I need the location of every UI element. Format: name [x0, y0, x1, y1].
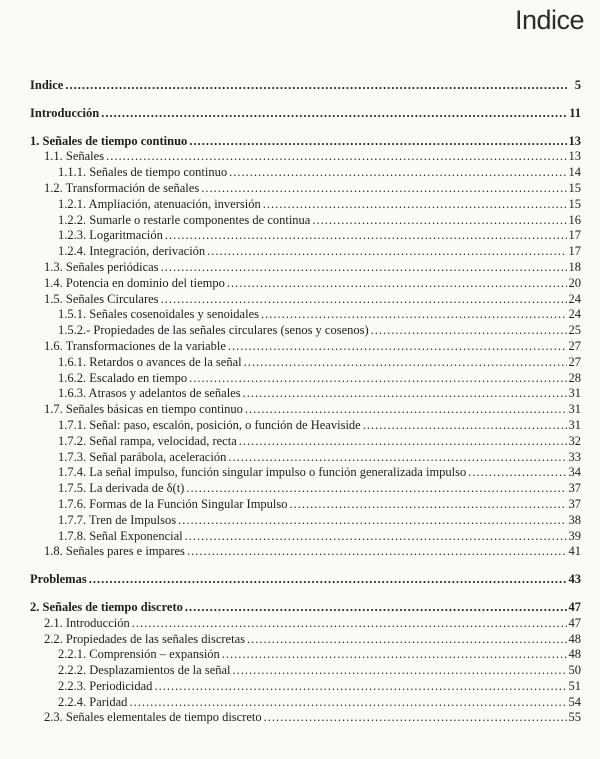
toc-entry-page: 34 — [568, 465, 581, 480]
toc-dot-leader — [371, 323, 567, 339]
toc-entry-label: 1.7.3. Señal parábola, aceleración — [58, 449, 227, 464]
toc-entry — [30, 307, 581, 323]
toc-dot-leader — [243, 386, 567, 402]
toc-entry-page: 48 — [568, 631, 581, 646]
toc-entry-label: 1. Señales de tiempo continuo — [30, 133, 188, 148]
toc-entry-page: 15 — [568, 196, 581, 211]
toc-entry-page: 48 — [568, 647, 581, 662]
toc-entry-label: 1.5. Señales Circulares — [44, 291, 159, 306]
toc-entry-page: 17 — [568, 244, 581, 259]
toc-entry-label: 2.2.1. Comprensión – expansión — [58, 647, 220, 662]
toc-entry-page: 14 — [568, 165, 581, 180]
toc-entry — [30, 371, 581, 387]
toc-entry-label: 1.7.7. Tren de Impulsos — [58, 512, 177, 527]
toc-entry — [30, 695, 581, 711]
toc-entry-page: 31 — [568, 417, 581, 432]
toc-entry — [30, 450, 581, 466]
toc-entry-label: 2.2.2. Desplazamientos de la señal — [58, 663, 231, 678]
toc-entry-label: 1.7.1. Señal: paso, escalón, posición, o función de Heaviside — [58, 417, 361, 432]
toc-entry-page: 18 — [568, 259, 581, 274]
toc-entry-page: 13 — [568, 149, 581, 164]
toc-entry-page: 31 — [568, 402, 581, 417]
toc-entry-label: 1.1.1. Señales de tiempo continuo — [58, 165, 228, 180]
toc-dot-leader — [290, 497, 568, 513]
toc-entry-page: 5 — [574, 78, 581, 92]
toc-dot-leader — [228, 339, 567, 355]
toc-dot-leader — [154, 679, 567, 695]
toc-entry — [30, 434, 581, 450]
toc-entry — [30, 149, 581, 165]
toc-dot-leader — [161, 260, 567, 276]
toc-entry-page: 37 — [568, 481, 581, 496]
toc-entry-label: Indice — [30, 78, 64, 92]
toc-entry-page: 17 — [568, 228, 581, 243]
toc-entry-label: 2.1. Introducción — [44, 615, 130, 630]
toc-entry — [30, 244, 581, 260]
toc-entry-label: Introducción — [30, 105, 100, 120]
toc-dot-leader — [129, 695, 567, 711]
toc-entry-label: 1.2.1. Ampliación, atenuación, inversión — [58, 196, 261, 211]
toc-entry-page: 38 — [568, 512, 581, 527]
toc-dot-leader — [185, 529, 567, 545]
toc-entry-label: Problemas — [30, 572, 87, 587]
toc-entry — [30, 106, 581, 122]
toc-entry-label: 1.3. Señales periódicas — [44, 259, 159, 274]
toc-entry — [30, 165, 581, 181]
toc-dot-leader — [185, 600, 567, 616]
toc-entry-page: 55 — [568, 710, 581, 725]
toc-entry-page: 11 — [569, 105, 581, 120]
toc-entry-page: 27 — [568, 354, 581, 369]
toc-entry — [30, 181, 581, 197]
toc-dot-leader — [227, 276, 567, 292]
toc-entry-label: 1.6.1. Retardos o avances de la señal — [58, 354, 242, 369]
toc-entry — [30, 497, 581, 513]
toc-dot-leader — [233, 663, 567, 679]
toc-dot-leader — [106, 149, 567, 165]
toc-entry-label: 2.2. Propiedades de las señales discretas — [44, 631, 245, 646]
toc-entry-page: 20 — [568, 275, 581, 290]
toc-entry-label: 1.6.2. Escalado en tiempo — [58, 370, 188, 385]
toc-entry — [30, 529, 581, 545]
toc-entry-label: 2.2.3. Periodicidad — [58, 678, 153, 693]
toc-entry — [30, 513, 581, 529]
toc-entry-page: 25 — [568, 323, 581, 338]
toc-entry — [30, 292, 581, 308]
toc-entry-label: 1.2.2. Sumarle o restarle componentes de continua — [58, 212, 311, 227]
toc-dot-leader — [229, 165, 567, 181]
toc-entry — [30, 600, 581, 616]
toc-dot-leader — [247, 632, 567, 648]
page-title: Indice — [514, 5, 584, 35]
toc-dot-leader — [165, 228, 567, 244]
toc-dot-leader — [101, 106, 567, 122]
toc-list — [30, 78, 581, 726]
toc-entry-label: 1.2.4. Integración, derivación — [58, 244, 206, 259]
toc-dot-leader — [222, 647, 567, 663]
toc-dot-leader — [263, 197, 567, 213]
toc-entry-page: 39 — [568, 528, 581, 543]
toc-entry — [30, 465, 581, 481]
toc-dot-leader — [189, 371, 567, 387]
toc-entry-label: 1.7. Señales básicas en tiempo continuo — [44, 402, 243, 417]
toc-entry — [30, 710, 581, 726]
toc-entry — [30, 402, 581, 418]
toc-dot-leader — [239, 434, 567, 450]
toc-dot-leader — [468, 465, 567, 481]
toc-dot-leader — [178, 513, 567, 529]
toc-entry-page: 24 — [568, 291, 581, 306]
toc-entry — [30, 197, 581, 213]
toc-entry-label: 1.6.3. Atrasos y adelantos de señales — [58, 386, 241, 401]
toc-entry-label: 1.2.3. Logaritmación — [58, 228, 163, 243]
toc-entry — [30, 572, 581, 588]
toc-entry — [30, 616, 581, 632]
toc-entry — [30, 276, 581, 292]
toc-entry-label: 1.5.2.- Propiedades de las señales circulares (senos y cosenos) — [58, 323, 369, 338]
toc-entry-page: 28 — [568, 370, 581, 385]
toc-entry-page: 47 — [568, 599, 581, 614]
toc-dot-leader — [363, 418, 567, 434]
toc-entry-page: 13 — [568, 133, 581, 148]
toc-entry — [30, 481, 581, 497]
toc-entry — [30, 228, 581, 244]
toc-entry — [30, 213, 581, 229]
toc-entry — [30, 355, 581, 371]
toc-entry-label: 1.7.6. Formas de la Función Singular Impulso — [58, 496, 288, 511]
toc-entry — [30, 418, 581, 434]
toc-entry-page: 50 — [568, 663, 581, 678]
toc-entry-label: 2. Señales de tiempo discreto — [30, 599, 183, 614]
toc-entry-page: 27 — [568, 338, 581, 353]
toc-entry-page: 15 — [568, 180, 581, 195]
toc-entry — [30, 679, 581, 695]
toc-entry — [30, 260, 581, 276]
toc-entry-label: 1.6. Transformaciones de la variable — [44, 338, 226, 353]
toc-entry-page: 24 — [568, 307, 581, 322]
toc-entry-label: 1.7.5. La derivada de δ(t) — [58, 481, 185, 496]
toc-entry-label: 1.7.4. La señal impulso, función singular impulso o función generalizada impulso — [58, 465, 467, 480]
toc-entry-page: 37 — [568, 496, 581, 511]
toc-dot-leader — [189, 134, 567, 150]
toc-entry-label: 2.3. Señales elementales de tiempo discreto — [44, 710, 262, 725]
toc-entry-label: 1.2. Transformación de señales — [44, 180, 200, 195]
toc-entry-page: 31 — [568, 386, 581, 401]
toc-entry-label: 1.8. Señales pares e impares — [44, 544, 185, 559]
toc-dot-leader — [207, 244, 567, 260]
toc-entry — [30, 647, 581, 663]
toc-entry-page: 51 — [568, 678, 581, 693]
toc-entry-page: 32 — [568, 433, 581, 448]
toc-entry-label: 1.7.8. Señal Exponencial — [58, 528, 183, 543]
toc-entry — [30, 339, 581, 355]
toc-dot-leader — [201, 181, 567, 197]
toc-entry-label: 1.5.1. Señales cosenoidales y senoidales — [58, 307, 259, 322]
toc-entry — [30, 544, 581, 560]
toc-dot-leader — [186, 481, 567, 497]
toc-dot-leader — [261, 307, 567, 323]
toc-entry-page: 41 — [568, 544, 581, 559]
toc-dot-leader — [187, 544, 567, 560]
toc-dot-leader — [65, 78, 567, 94]
toc-entry-page: 47 — [568, 615, 581, 630]
toc-entry — [30, 323, 581, 339]
toc-entry-page: 16 — [568, 212, 581, 227]
toc-entry-label: 2.2.4. Paridad — [58, 694, 128, 709]
toc-dot-leader — [161, 292, 567, 308]
toc-dot-leader — [312, 213, 567, 229]
toc-entry — [30, 134, 581, 150]
toc-entry-label: 1.1. Señales — [44, 149, 105, 164]
toc-dot-leader — [132, 616, 567, 632]
toc-entry-label: 1.4. Potencia en dominio del tiempo — [44, 275, 225, 290]
toc-entry-page: 43 — [568, 572, 581, 587]
toc-dot-leader — [228, 450, 567, 466]
toc-entry-page: 54 — [568, 694, 581, 709]
toc-dot-leader — [264, 710, 567, 726]
toc-dot-leader — [244, 355, 567, 371]
toc-dot-leader — [89, 572, 567, 588]
toc-entry-page: 33 — [568, 449, 581, 464]
toc-dot-leader — [245, 402, 567, 418]
toc-entry — [30, 78, 581, 94]
toc-entry — [30, 632, 581, 648]
toc-entry-label: 1.7.2. Señal rampa, velocidad, recta — [58, 433, 237, 448]
toc-entry — [30, 663, 581, 679]
toc-entry — [30, 386, 581, 402]
